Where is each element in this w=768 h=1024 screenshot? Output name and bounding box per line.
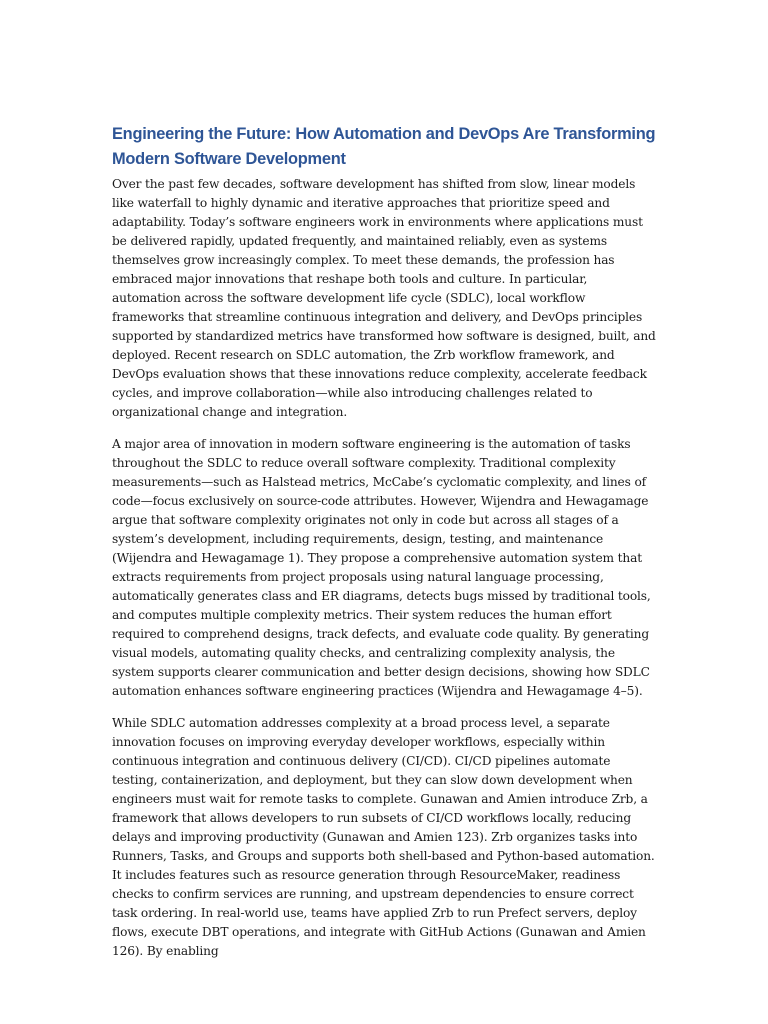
document-page xyxy=(112,122,657,974)
paragraph-sdlc-automation: A major area of innovation in modern software engineering is the automation of tasks throughout the SDLC to reduce overall software complexity. Traditional complexity measurements—such as Halstead metrics, McCabe’s cyclomatic complexity, and lines of code—focus exclusively on source-code attributes. However, Wijendra and Hewagamage argue that software complexity originates not only in code but across all stages of a system’s development, including requirements, design, testing, and maintenance (Wijendra and Hewagamage 1). They propose a comprehensive automation system that extracts requirements from project proposals using natural language processing, automatically generates class and ER diagrams, detects bugs missed by traditional tools, and computes multiple complexity metrics. Their system reduces the human effort required to comprehend designs, track defects, and evaluate code quality. By generating visual models, automating quality checks, and centralizing complexity analysis, the system supports clearer communication and better design decisions, showing how SDLC automation enhances software engineering practices (Wijendra and Hewagamage 4–5). xyxy=(112,437,651,698)
paragraph-zrb-workflow: While SDLC automation addresses complexity at a broad process level, a separate innovation focuses on improving everyday developer workflows, especially within continuous integration and continuous delivery (CI/CD). CI/CD pipelines automate testing, containerization, and deployment, but they can slow down development when engineers must wait for remote tasks to complete. Gunawan and Amien introduce Zrb, a framework that allows developers to run subsets of CI/CD workflows locally, reducing delays and improving productivity (Gunawan and Amien 123). Zrb organizes tasks into Runners, Tasks, and Groups and supports both shell-based and Python-based automation. It includes features such as resource generation through ResourceMaker, readiness checks to confirm services are running, and upstream dependencies to ensure correct task ordering. In real-world use, teams have applied Zrb to run Prefect servers, deploy flows, execute DBT operations, and integrate with GitHub Actions (Gunawan and Amien 126). By enabling xyxy=(112,716,655,958)
paragraph-intro: Over the past few decades, software development has shifted from slow, linear models like waterfall to highly dynamic and iterative approaches that prioritize speed and adaptability. Today’s software engineers work in environments where applications must be delivered rapidly, updated frequently, and maintained reliably, even as systems themselves grow increasingly complex. To meet these demands, the profession has embraced major innovations that reshape both tools and culture. In particular, automation across the software development life cycle (SDLC), local workflow frameworks that streamline continuous integration and delivery, and DevOps principles supported by standardized metrics have transformed how software is designed, built, and deployed. Recent research on SDLC automation, the Zrb workflow framework, and DevOps evaluation shows that these innovations reduce complexity, accelerate feedback cycles, and improve collaboration—while also introducing challenges related to organizational change and integration. xyxy=(112,177,656,419)
document-title: Engineering the Future: How Automation and DevOps Are Transforming Modern Software Development xyxy=(112,125,656,168)
